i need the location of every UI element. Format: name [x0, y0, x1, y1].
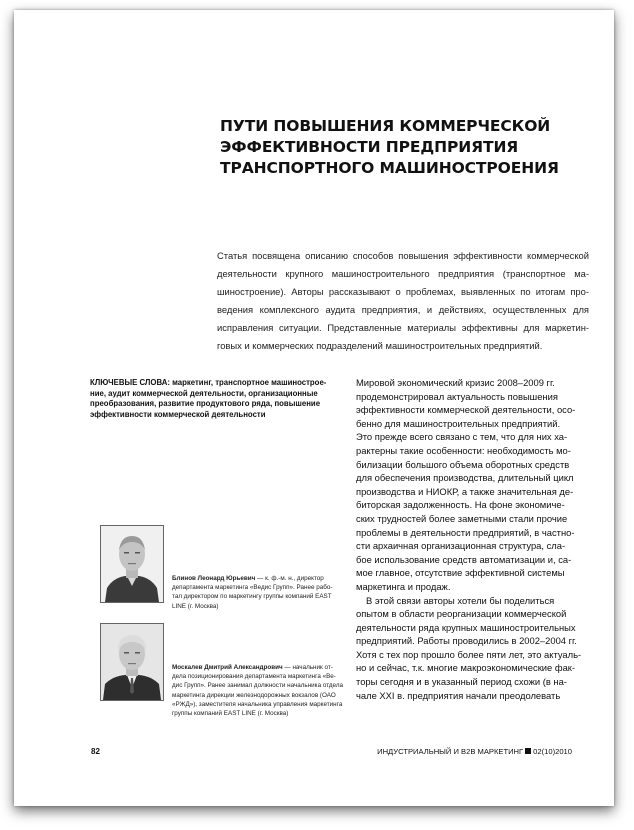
body-line: но и сейчас, т.к. многие макроэкономические фак-	[356, 662, 576, 674]
bio-line: дис Групп». Ранее занимал должности начальника отдела	[172, 682, 344, 690]
body-line: бенно для машиностроительных предприятий.	[356, 417, 561, 429]
abstract-line: деятельности крупного машиностроительного предприятия (транспортное ма-	[217, 268, 589, 279]
title-line: ТРАНСПОРТНОГО МАШИНОСТРОЕНИЯ	[220, 159, 559, 177]
bio-line	[172, 663, 338, 672]
body-line: проблемы в деятельности предприятий, в частно-	[356, 526, 575, 538]
article-abstract	[217, 247, 589, 355]
title-line: ПУТИ ПОВЫШЕНИЯ КОММЕРЧЕСКОЙ	[220, 117, 551, 135]
body-line: рактерны такие особенности: необходимость мо-	[356, 444, 571, 456]
bio-line: LINE (г. Москва)	[172, 602, 219, 610]
body-line: деятельности ряда крупных машиностроительных	[356, 621, 576, 633]
body-line: производства и НИОКР, а также значительная де-	[356, 485, 574, 497]
article-title	[220, 116, 600, 179]
abstract-line: Статья посвящена описанию способов повышения эффективности коммерческой	[217, 250, 589, 261]
body-line: предприятий. Работы проводились в 2002–2004 гг.	[356, 635, 577, 647]
body-line: мое главное, отсутствие эффективной системы	[356, 567, 565, 579]
body-line: чале XXI в. предприятия начали преодолевать	[356, 689, 561, 701]
abstract-line: шиностроение). Авторы рассказывают о проблемах, выявленных по итогам про-	[217, 286, 589, 297]
bio-line: департамента маркетинга «Ведис Групп». Ранее рабо-	[172, 584, 333, 592]
keywords-line-first	[90, 378, 336, 389]
journal-footer	[377, 747, 572, 756]
author-photo-blinov	[100, 525, 164, 603]
body-line: торы сегодня и в указанный период схожи (в на-	[356, 676, 567, 688]
author-bio-text: — к. ф.-м. н., директор	[255, 575, 324, 582]
journal-title: ИНДУСТРИАЛЬНЫЙ И B2B МАРКЕТИНГ	[377, 747, 524, 756]
page-number: 82	[91, 747, 100, 756]
body-line: опытом в области реорганизации коммерческой	[356, 608, 567, 620]
abstract-line: ведения комплексного аудита предприятия, и действиях, осуществленных для	[217, 304, 589, 315]
author-photo-moskalev	[100, 623, 164, 701]
bio-line: маркетинга дирекции железнодорожных вокзалов (ОАО	[172, 691, 336, 699]
bio-line: «РЖД»), заместителя начальника управления маркетинга	[172, 700, 343, 708]
keywords-heading: КЛЮЧЕВЫЕ СЛОВА:	[90, 378, 170, 387]
keywords-text: маркетинг, транспортное машинострое-	[172, 378, 327, 387]
body-line: билизации большого объема оборотных средств	[356, 458, 570, 470]
body-line: эффективности коммерческой деятельности, осо-	[356, 404, 576, 416]
body-line: В этой связи авторы хотели бы поделиться	[366, 594, 555, 606]
author-bio-text: — начальник от-	[282, 664, 333, 671]
body-line: биторская задолженность. На фоне экономиче-	[356, 499, 565, 511]
body-line: Это прежде всего связано с тем, что для них ха-	[356, 431, 568, 443]
bio-line: тал директором по маркетингу группы компаний EAST	[172, 593, 332, 601]
title-line: ЭФФЕКТИВНОСТИ ПРЕДПРИЯТИЯ	[220, 138, 519, 156]
journal-issue: 02(10)2010	[533, 747, 572, 756]
body-line: бое использование средств автоматизации и, са-	[356, 553, 572, 565]
body-line: маркетинга и продаж.	[356, 580, 451, 592]
body-line: сти архаичная организационная структура, сла-	[356, 540, 566, 552]
bio-line	[172, 574, 338, 583]
keywords-block	[90, 378, 336, 420]
author-name: Блинов Леонард Юрьевич	[172, 575, 256, 582]
square-separator-icon	[525, 748, 531, 754]
abstract-line: исправления ситуации. Представленные материалы эффективны для маркетин-	[217, 322, 589, 333]
keywords-line: преобразования, развитие продуктового ряда, повышение	[90, 399, 321, 408]
article-body	[356, 376, 596, 702]
body-line: для обеспечения производства, длительный цикл	[356, 472, 574, 484]
bio-line: дела позиционирования департамента маркетинга «Ве-	[172, 673, 336, 681]
body-line: Мировой экономический кризис 2008–2009 гг.	[356, 377, 555, 388]
body-line: Хотя с тех пор прошло более пяти лет, это актуаль-	[356, 648, 582, 660]
author-bio-blinov	[172, 574, 338, 611]
abstract-line: говых и коммерческих подразделений машиностроительных предприятий.	[217, 340, 543, 351]
keywords-line: ние, аудит коммерческой деятельности, организационные	[90, 388, 318, 398]
magazine-page	[14, 10, 614, 806]
bio-line: группы компаний EAST LINE (г. Москва)	[172, 710, 289, 718]
author-bio-moskalev	[172, 663, 344, 718]
body-line: продемонстрировал актуальность повышения	[356, 390, 558, 402]
body-line: ских трудностей более заметными стали прочие	[356, 512, 568, 524]
keywords-line: эффективности коммерческой деятельности	[90, 409, 266, 419]
author-name: Москалев Дмитрий Александрович	[172, 664, 283, 671]
